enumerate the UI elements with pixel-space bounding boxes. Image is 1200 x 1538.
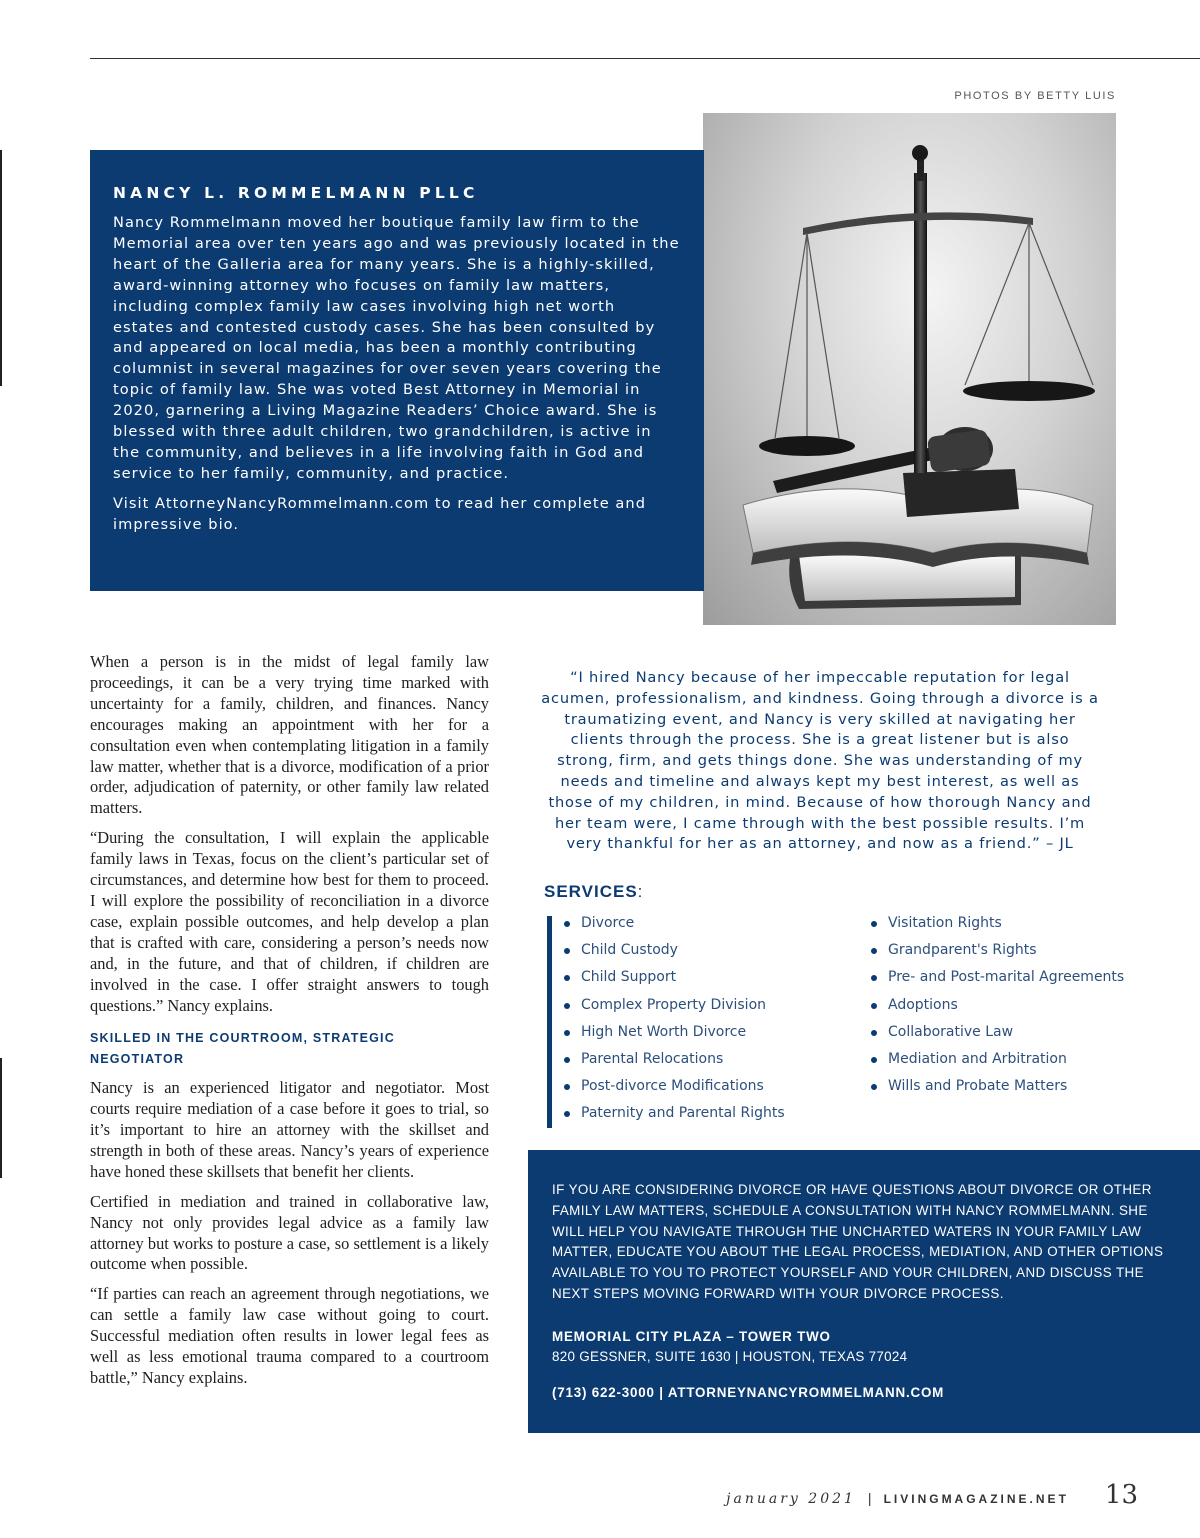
article-column	[90, 652, 489, 1398]
footer-separator: |	[867, 1490, 872, 1506]
article-paragraph: “During the consultation, I will explain the applicable family laws in Texas, focus on the client’s particular set of circumstances, and determine how best for them to proceed. I will explore the possibility of reconciliation in a divorce case, explain possible outcomes, and help develop a plan that is crafted with care, considering a person’s needs now and, in the future, and that of children, if children are involved in the case. I offer straight answers to tough questions.” Nancy explains.	[90, 828, 489, 1015]
service-item: Divorce	[564, 911, 785, 938]
issue-date: january 2021	[726, 1491, 856, 1507]
services-title-colon: :	[637, 882, 644, 901]
service-item: Grandparent's Rights	[871, 938, 1124, 965]
service-item: Child Support	[564, 965, 785, 992]
office-name: MEMORIAL CITY PLAZA – TOWER TWO	[552, 1328, 831, 1344]
service-item: Paternity and Parental Rights	[564, 1101, 785, 1128]
bio-paragraph: Nancy Rommelmann moved her boutique family law firm to the Memorial area over ten years ago and was previously located in the heart of the Galleria area for many years. She is a highly-skilled, award-winning attorney who focuses on family law matters, including complex family law cases involving high net worth estates and contested custody cases. She has been consulted by and appeared on local media, has been a monthly contributing columnist in several magazines for over seven years covering the topic of family law. She was voted Best Attorney in Memorial in 2020, garnering a Living Magazine Readers’ Choice award. She is blessed with three adult children, two grandchildren, is active in the community, and believes in a life involving faith in God and service to her family, community, and practice.	[113, 214, 680, 482]
scales-gavel-books-icon	[703, 113, 1116, 625]
office-address: 820 GESSNER, SUITE 1630 | HOUSTON, TEXAS 77024	[552, 1348, 908, 1364]
scales-of-justice-photo	[703, 113, 1116, 625]
page-edge-mark	[0, 150, 2, 386]
page-edge-mark	[0, 1058, 2, 1178]
service-item: Complex Property Division	[564, 993, 785, 1020]
service-item: Child Custody	[564, 938, 785, 965]
page-number: 13	[1104, 1480, 1138, 1510]
article-paragraph: When a person is in the midst of legal family law proceedings, it can be a very trying time marked with uncertainty for a family, children, and finances. Nancy encourages making an appointment with her for a consultation even when contemplating litigation in a family law matter, whether that is a divorce, modification of a prior order, adjudication of paternity, or other family law related matters.	[90, 652, 489, 818]
contact-text: IF YOU ARE CONSIDERING DIVORCE OR HAVE QUESTIONS ABOUT DIVORCE OR OTHER FAMILY LAW MATTERS, SCHEDULE A CONSULTATION WITH NANCY ROMMELMANN. SHE WILL HELP YOU NAVIGATE THROUGH THE UNCHARTED WATERS IN YOUR FAMILY LAW MATTER, EDUCATE YOU ABOUT THE LEGAL PROCESS, MEDIATION, AND OTHER OPTIONS AVAILABLE TO YOU TO PROTECT YOURSELF AND YOUR CHILDREN, AND DISCUSS THE NEXT STEPS MOVING FORWARD WITH YOUR DIVORCE PROCESS.	[552, 1182, 1164, 1301]
phone-website: (713) 622-3000 | ATTORNEYNANCYROMMELMANN.COM	[552, 1384, 945, 1400]
service-item: Wills and Probate Matters	[871, 1074, 1124, 1101]
service-item: Mediation and Arbitration	[871, 1047, 1124, 1074]
services-title	[544, 882, 643, 902]
service-item: Pre- and Post-marital Agreements	[871, 965, 1124, 992]
article-paragraph: Nancy is an experienced litigator and negotiator. Most courts require mediation of a case before it goes to trial, so it’s important to hire an attorney with the skillset and strength in both of these areas. Nancy’s years of experience have honed these skillsets that benefit her clients.	[90, 1078, 489, 1181]
photo-credit: PHOTOS BY BETTY LUIS	[954, 90, 1116, 102]
services-list-right	[871, 911, 1124, 1101]
page-footer	[726, 1480, 1138, 1510]
top-rule	[90, 58, 1200, 59]
article-paragraph: Certified in mediation and trained in collaborative law, Nancy not only provides legal advice as a family law attorney but works to posture a case, so settlement is a likely outcome when possible.	[90, 1191, 489, 1274]
service-item: Visitation Rights	[871, 911, 1124, 938]
article-paragraph: “If parties can reach an agreement through negotiations, we can settle a family law case without going to court. Successful mediation often results in lower legal fees as well as less emotional trauma compared to a courtroom battle,” Nancy explains.	[90, 1284, 489, 1387]
service-item: Parental Relocations	[564, 1047, 785, 1074]
services-list-left	[564, 911, 785, 1129]
contact-box	[528, 1150, 1200, 1433]
testimonial-quote: “I hired Nancy because of her impeccable reputation for legal acumen, professionalism, and kindness. Going through a divorce is a traumatizing event, and Nancy is very skilled at navigating her clients through the process. She is a great listener but is also strong, firm, and gets things done. She was understanding of my needs and timeline and always kept my best interest, as well as those of my children, in mind. Because of how thorough Nancy and her team were, I came through with the best possible results. I’m very thankful for her as an attorney, and now as a friend.” – JL	[541, 669, 1099, 853]
services-title-text: SERVICES	[544, 882, 638, 901]
services-accent-bar	[547, 916, 552, 1128]
service-item: Post-divorce Modifications	[564, 1074, 785, 1101]
service-item: High Net Worth Divorce	[564, 1020, 785, 1047]
service-item: Adoptions	[871, 993, 1124, 1020]
bio-visit-text: Visit AttorneyNancyRommelmann.com to read her complete and impressive bio.	[113, 494, 647, 533]
service-item: Collaborative Law	[871, 1020, 1124, 1047]
bio-title: NANCY L. ROMMELMANN PLLC	[113, 184, 479, 202]
article-subhead: SKILLED IN THE COURTROOM, STRATEGIC NEGOTIATOR	[90, 1031, 395, 1067]
magazine-site: LIVINGMAGAZINE.NET	[883, 1492, 1069, 1506]
bio-box	[90, 150, 704, 591]
